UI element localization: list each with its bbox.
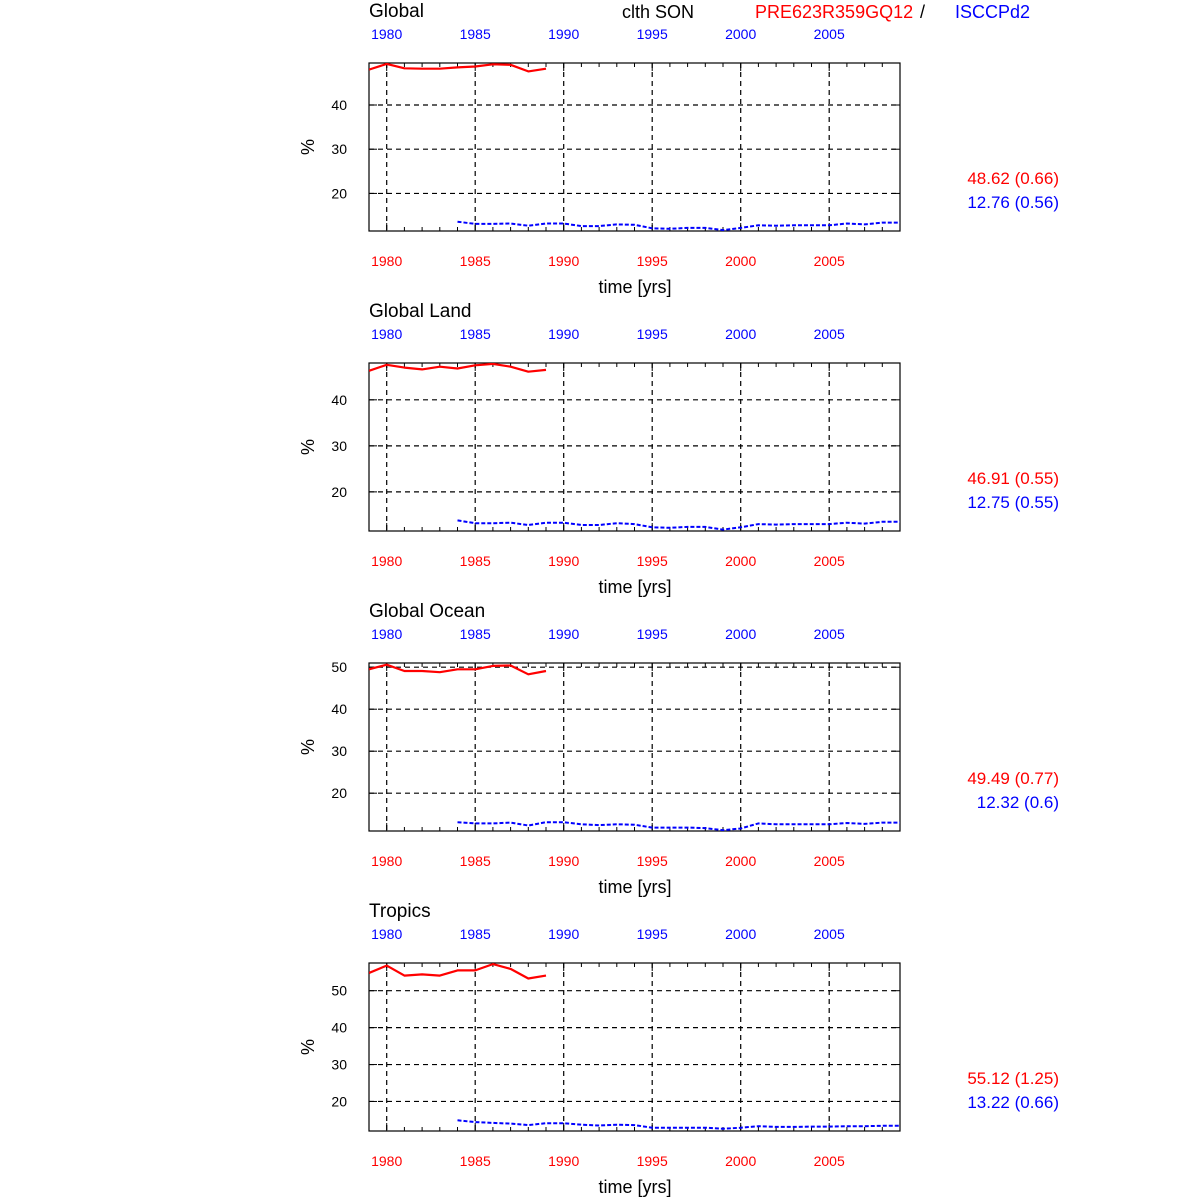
y-axis-label: %	[298, 438, 318, 456]
bottom-x-tick-label: 1985	[459, 553, 491, 569]
top-x-tick-label: 1980	[371, 326, 403, 342]
top-x-tick-label: 2000	[725, 26, 757, 42]
bottom-x-tick-label: 1985	[459, 253, 491, 269]
model-stat: 46.91 (0.55)	[967, 469, 1059, 488]
bottom-x-tick-label: 2000	[725, 553, 757, 569]
y-tick-label: 40	[331, 701, 347, 718]
y-tick-label: 20	[331, 483, 347, 500]
top-x-tick-label: 1985	[459, 626, 491, 642]
y-tick-label: 40	[331, 1019, 347, 1036]
y-tick-label: 30	[331, 141, 347, 158]
bottom-x-tick-label: 1990	[548, 1153, 580, 1169]
x-axis-label: time [yrs]	[598, 1177, 672, 1197]
obs-series-line	[458, 1120, 901, 1129]
obs-stat: 12.75 (0.55)	[967, 493, 1059, 512]
top-x-tick-label: 1995	[636, 26, 668, 42]
panels	[298, 1, 1059, 1197]
y-tick-label: 20	[331, 785, 347, 802]
top-x-tick-label: 2005	[813, 26, 845, 42]
panel-title: Tropics	[369, 901, 431, 922]
top-x-tick-label: 1985	[459, 926, 491, 942]
bottom-x-tick-label: 1990	[548, 253, 580, 269]
top-x-tick-label: 2000	[725, 926, 757, 942]
y-axis-label: %	[298, 1038, 318, 1056]
top-x-tick-label: 1980	[371, 926, 403, 942]
series-group	[369, 364, 900, 530]
bottom-x-tick-label: 2005	[813, 853, 845, 869]
plot-frame	[369, 963, 900, 1131]
top-x-tick-label: 1990	[548, 926, 580, 942]
x-axis-label: time [yrs]	[598, 577, 672, 597]
y-tick-label: 40	[331, 391, 347, 408]
x-axis-label: time [yrs]	[598, 277, 672, 297]
top-x-tick-label: 1990	[548, 626, 580, 642]
y-axis-label: %	[298, 138, 318, 156]
y-tick-label: 30	[331, 437, 347, 454]
top-x-tick-label: 1980	[371, 626, 403, 642]
model-stat: 48.62 (0.66)	[967, 169, 1059, 188]
panel-title: Global	[369, 1, 424, 22]
bottom-x-tick-label: 1985	[459, 1153, 491, 1169]
series-group	[369, 964, 900, 1129]
top-x-tick-label: 2005	[813, 626, 845, 642]
y-axis-label: %	[298, 738, 318, 756]
obs-series-line	[458, 520, 901, 529]
bottom-x-tick-label: 2000	[725, 1153, 757, 1169]
bottom-x-tick-label: 1980	[371, 853, 403, 869]
top-x-tick-label: 1995	[636, 926, 668, 942]
bottom-x-tick-label: 1980	[371, 253, 403, 269]
series-group	[369, 665, 900, 831]
y-tick-label: 40	[331, 97, 347, 113]
top-x-tick-label: 2005	[813, 926, 845, 942]
bottom-x-tick-label: 1995	[636, 553, 668, 569]
bottom-x-tick-label: 1990	[548, 553, 580, 569]
bottom-x-tick-label: 2005	[813, 253, 845, 269]
top-x-tick-label: 1985	[459, 26, 491, 42]
top-x-tick-label: 1990	[548, 326, 580, 342]
series-group	[369, 64, 900, 230]
x-axis-label: time [yrs]	[598, 877, 672, 897]
bottom-x-tick-label: 1985	[459, 853, 491, 869]
panel-title: Global Ocean	[369, 601, 486, 622]
figure-header	[622, 2, 1030, 22]
plot-frame	[369, 663, 900, 831]
panel-2	[298, 601, 1059, 897]
top-x-tick-label: 2000	[725, 626, 757, 642]
top-x-tick-label: 1980	[371, 26, 403, 42]
bottom-x-tick-label: 2000	[725, 853, 757, 869]
obs-series-line	[458, 822, 901, 830]
bottom-x-tick-label: 1995	[636, 853, 668, 869]
top-x-tick-label: 1995	[636, 626, 668, 642]
header-separator: /	[920, 2, 926, 22]
bottom-x-tick-label: 1980	[371, 553, 403, 569]
y-tick-label: 50	[331, 982, 347, 999]
bottom-x-tick-label: 1980	[371, 1153, 403, 1169]
panel-title: Global Land	[369, 301, 472, 322]
obs-stat: 12.32 (0.6)	[976, 793, 1059, 812]
y-tick-label: 20	[331, 185, 347, 202]
bottom-x-tick-label: 2005	[813, 1153, 845, 1169]
top-x-tick-label: 2000	[725, 326, 757, 342]
top-x-tick-label: 1985	[459, 326, 491, 342]
top-x-tick-label: 1990	[548, 26, 580, 42]
header-variable: clth SON	[622, 2, 695, 22]
y-tick-label: 50	[331, 659, 347, 676]
panel-1	[298, 301, 1059, 597]
bottom-x-tick-label: 1995	[636, 253, 668, 269]
obs-series-line	[458, 222, 901, 230]
y-tick-label: 30	[331, 1056, 347, 1073]
panel-0	[298, 1, 1059, 297]
header-obs-name: ISCCPd2	[955, 2, 1031, 22]
top-x-tick-label: 1995	[636, 326, 668, 342]
plot-frame	[369, 363, 900, 531]
model-stat: 55.12 (1.25)	[967, 1069, 1059, 1088]
bottom-x-tick-label: 1990	[548, 853, 580, 869]
header-model-name: PRE623R359GQ12	[755, 2, 914, 22]
panel-3	[298, 901, 1059, 1197]
obs-stat: 12.76 (0.56)	[967, 193, 1059, 212]
top-x-tick-label: 2005	[813, 326, 845, 342]
y-tick-label: 20	[331, 1093, 347, 1110]
bottom-x-tick-label: 1995	[636, 1153, 668, 1169]
y-tick-label: 30	[331, 743, 347, 760]
obs-stat: 13.22 (0.66)	[967, 1093, 1059, 1112]
bottom-x-tick-label: 2005	[813, 553, 845, 569]
model-stat: 49.49 (0.77)	[967, 769, 1059, 788]
bottom-x-tick-label: 2000	[725, 253, 757, 269]
plot-frame	[369, 63, 900, 231]
